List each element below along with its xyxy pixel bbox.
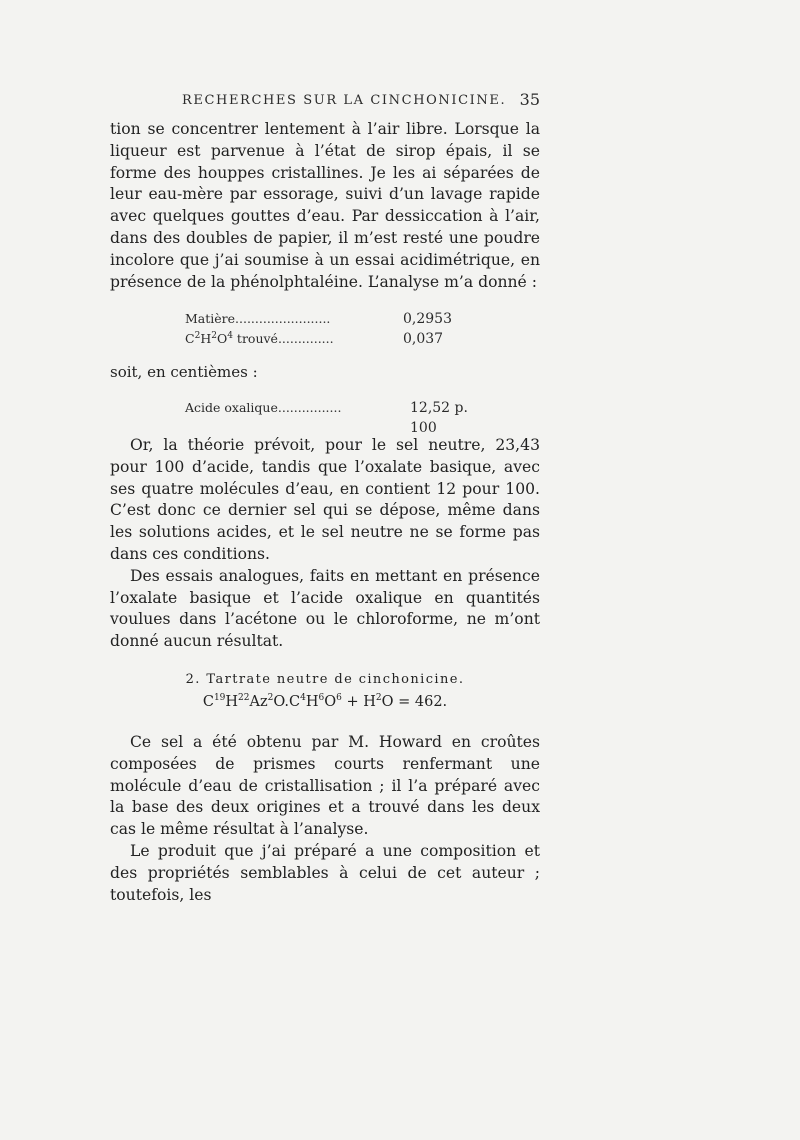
paragraph-2: Or, la théorie prévoit, pour le sel neutre, 23,43 pour 100 d’acide, tandis que l’oxalate basique, avec ses quatre molécules d’eau, en contient 12 pour 100. C’est donc ce dernier sel qui se dépose, même dans les solutions acides, et le sel neutre ne se forme pas dans ces conditions. <box>110 436 540 563</box>
paragraph-3: Des essais analogues, faits en mettant en présence l’oxalate basique et l’acide oxalique en quantités voulues dans l’acétone ou le chloroforme, ne m’ont donné aucun résultat. <box>110 566 540 651</box>
text-block-1 <box>110 119 540 293</box>
table-row <box>185 309 485 329</box>
text-block-3 <box>110 732 540 906</box>
table-row <box>185 398 485 436</box>
row-value-matiere: 0,2953 <box>403 311 452 327</box>
percent-table <box>185 398 485 436</box>
row-label-matiere: Matière........................ <box>185 311 331 326</box>
running-title: RECHERCHES SUR LA CINCHONICINE. <box>182 93 507 108</box>
paragraph-4: Ce sel a été obtenu par M. Howard en croûtes composées de prismes courts renfermant une molécule d’eau de cristallisation ; il l’a préparé avec la base des deux origines et a trouvé dans les deux cas le même résultat à l’analyse. <box>110 733 540 839</box>
analysis-table <box>185 309 485 349</box>
soit-line: soit, en centièmes : <box>110 363 258 381</box>
row-label-formula: $C^2H^2O^4$ trouvé.............. <box>185 330 334 346</box>
paragraph-1: tion se concentrer lentement à l’air libre. Lorsque la liqueur est parvenue à l’état de sirop épais, il se forme des houppes cristallines. Je les ai séparées de leur eau-mère par essorage, suivi d’un lavage rapide avec quelques gouttes d’eau. Par dessiccation à l’air, dans des doubles de papier, il m’est resté une poudre incolore que j’ai soumise à un essai acidimétrique, en présence de la phénolphtaléine. L’analyse m’a donné : <box>110 120 540 291</box>
row-value-found: 0,037 <box>403 331 444 347</box>
paragraph-5: Le produit que j’ai préparé a une composition et des propriétés semblables à celui de cet auteur ; toutefois, les <box>110 841 540 904</box>
row-value-acide: 12,52 p. 100 <box>410 400 468 436</box>
table-row <box>185 329 485 349</box>
text-block-2 <box>110 435 540 653</box>
page-number: 35 <box>519 90 540 109</box>
section-heading: 2. Tartrate neutre de cinchonicine. <box>185 672 465 687</box>
chemical-formula: $C^{19}H^{22}Az^2O.C^4H^6O^6 + H^2O = 462$. <box>202 693 448 710</box>
row-label-acide: Acide oxalique................ <box>185 400 342 415</box>
